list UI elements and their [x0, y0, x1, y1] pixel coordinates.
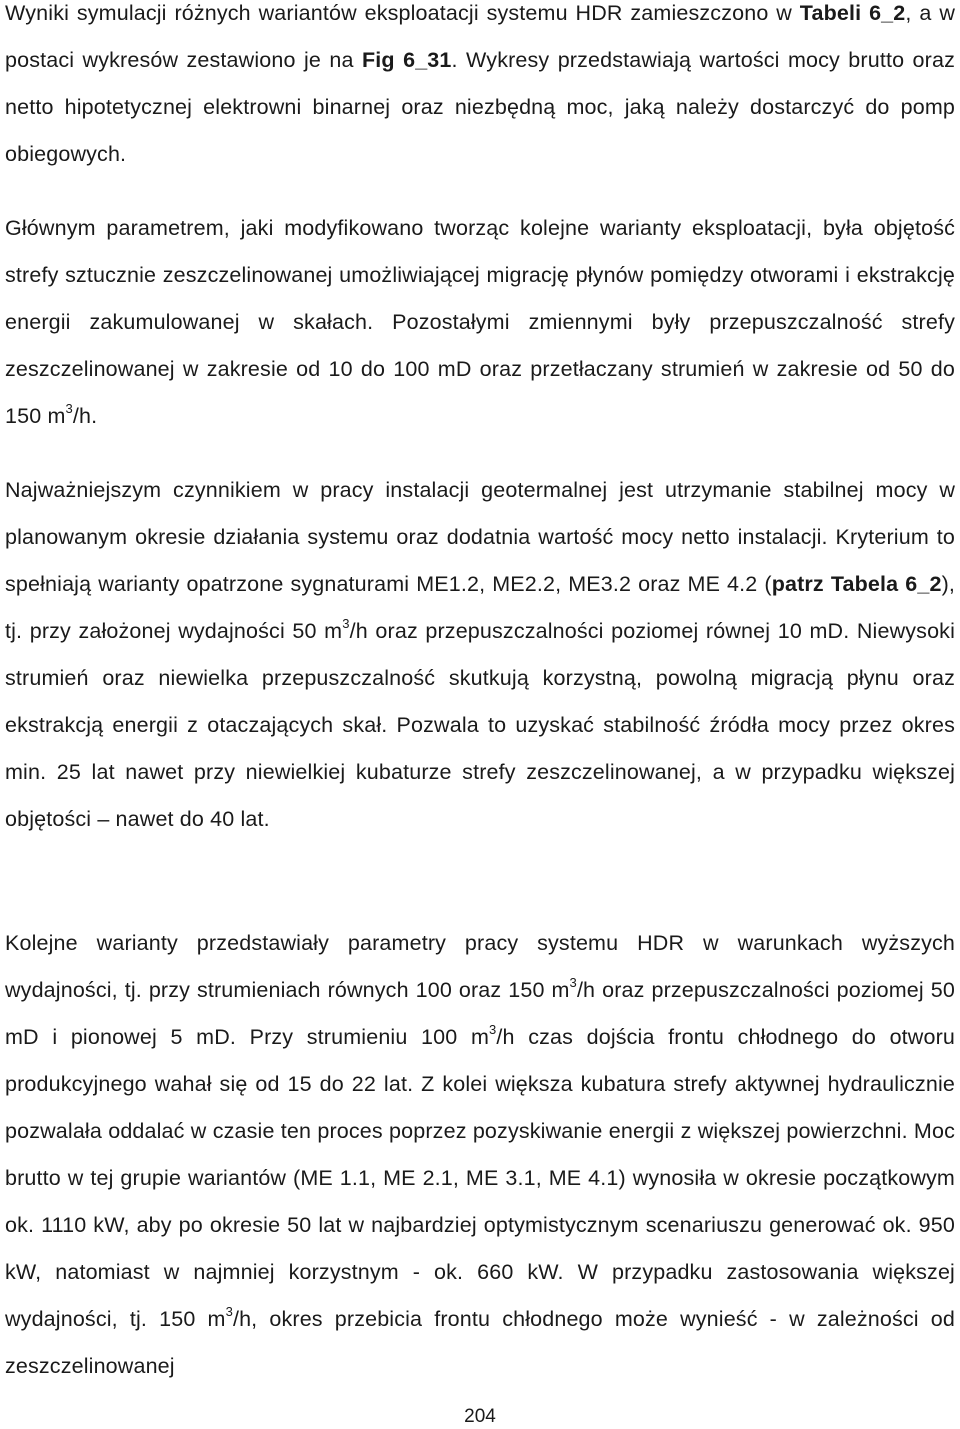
paragraph-text: Wyniki symulacji różnych wariantów eksploatacji systemu HDR zamieszczono w — [5, 1, 800, 25]
table-reference: patrz Tabela 6_2 — [771, 572, 942, 596]
paragraph-text: , a w postaci wykresów zestawiono je na — [5, 1, 955, 72]
paragraph-text: Głównym parametrem, jaki modyfikowano tworząc kolejne warianty eksploatacji, była objętość strefy sztucznie zeszczelinowanej umożliwiającej migrację płynów pomiędzy otworami i ekstrakcję energii zakumulowanej w skałach. Pozostałymi zmiennymi były przepuszczalność strefy zeszczelinowanej w zakresie od 10 do 100 mD oraz przetłaczany strumień w zakresie od 50 do 150 m — [5, 216, 955, 428]
paragraph-text: ), tj. przy założonej wydajności 50 m — [5, 572, 955, 643]
paragraph-key-factor — [5, 467, 955, 843]
paragraph-text: Najważniejszym czynnikiem w pracy instalacji geotermalnej jest utrzymanie stabilnej mocy w planowanym okresie działania systemu oraz dodatnia wartość mocy netto instalacji. Kryterium to spełniają warianty opatrzone sygnaturami ME1.2, ME2.2, ME3.2 oraz ME 4.2 ( — [5, 478, 955, 596]
superscript: 3 — [65, 400, 73, 416]
page-number: 204 — [464, 1406, 496, 1427]
figure-reference: Fig 6_31 — [362, 48, 452, 72]
superscript: 3 — [569, 974, 577, 990]
paragraph-text: /h, okres przebicia frontu chłodnego może wynieść - w zależności od zeszczelinowanej — [5, 1307, 955, 1378]
paragraph-higher-flow-variants — [5, 920, 955, 1390]
superscript: 3 — [225, 1303, 233, 1319]
superscript: 3 — [342, 615, 350, 631]
superscript: 3 — [489, 1021, 497, 1037]
paragraph-text: Kolejne warianty przedstawiały parametry pracy systemu HDR w warunkach wyższych wydajności, tj. przy strumieniach równych 100 oraz 150 m — [5, 931, 955, 1002]
paragraph-main-parameter — [5, 205, 955, 440]
paragraph-text: /h oraz przepuszczalności poziomej równej 10 mD. Niewysoki strumień oraz niewielka przepuszczalność skutkują korzystną, powolną migracją płynu oraz ekstrakcją energii z otaczających skał. Pozwala to uzyskać stabilność źródła mocy przez okres min. 25 lat nawet przy niewielkiej kubaturze strefy zeszczelinowanej, a w przypadku większej objętości – nawet do 40 lat. — [5, 619, 955, 831]
paragraph-text: . Wykresy przedstawiają wartości mocy brutto oraz netto hipotetycznej elektrowni binarnej oraz niezbędną moc, jaką należy dostarczyć do pomp obiegowych. — [5, 48, 955, 166]
paragraph-simulation-results — [5, 0, 955, 178]
table-reference: Tabeli 6_2 — [799, 1, 906, 25]
paragraph-text: /h. — [72, 404, 98, 428]
paragraph-text: /h oraz przepuszczalności poziomej 50 mD i pionowej 5 mD. Przy strumieniu 100 m — [5, 978, 955, 1049]
paragraph-text: /h czas dojścia frontu chłodnego do otworu produkcyjnego wahał się od 15 do 22 lat. Z kolei większa kubatura strefy aktywnej hydraulicznie pozwalała oddalać w czasie ten proces poprzez pozyskiwanie energii z większej powierzchni. Moc brutto w tej grupie wariantów (ME 1.1, ME 2.1, ME 3.1, ME 4.1) wynosiła w okresie początkowym ok. 1110 kW, aby po okresie 50 lat w najbardziej optymistycznym scenariuszu generować ok. 950 kW, natomiast w najmniej korzystnym - ok. 660 kW. W przypadku zastosowania większej wydajności, tj. 150 m — [5, 1025, 956, 1331]
